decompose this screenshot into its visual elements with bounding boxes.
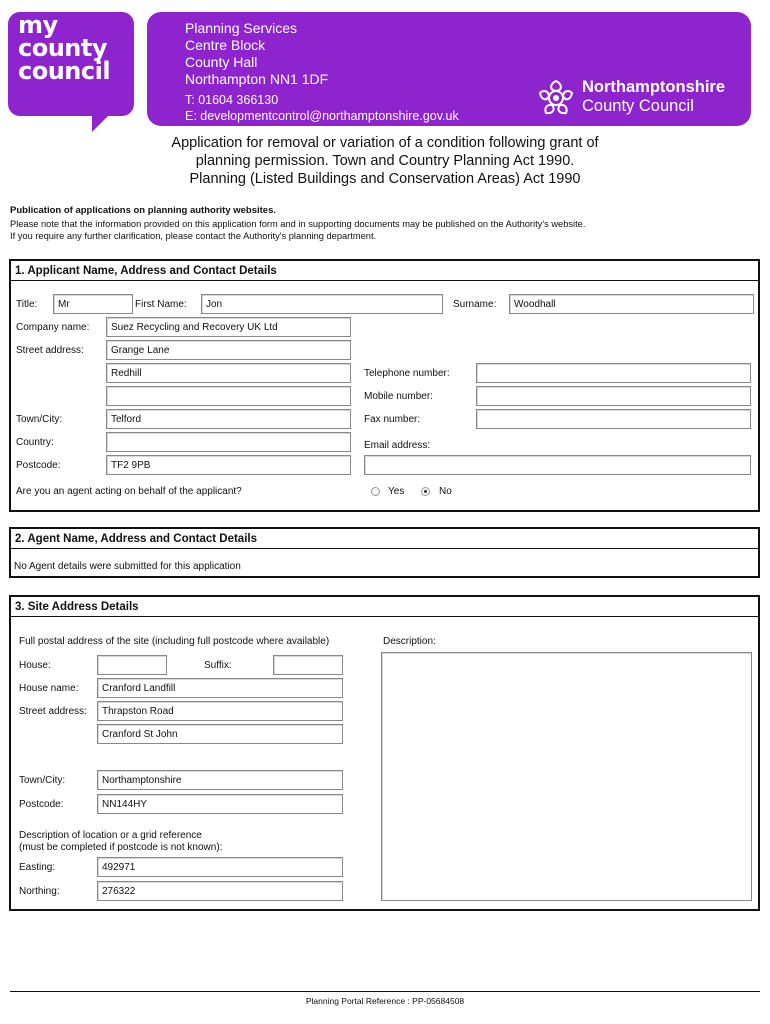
title-line: Application for removal or variation of a condition following grant of	[171, 135, 599, 151]
street-field-3[interactable]	[106, 386, 351, 406]
site-town-label: Town/City:	[19, 775, 66, 786]
publication-notice	[10, 218, 760, 242]
site-street-field-2[interactable]: Cranford St John	[97, 724, 343, 744]
description-label: Description:	[383, 636, 436, 647]
telephone-field[interactable]	[476, 363, 751, 383]
footer-divider	[10, 991, 760, 992]
agent-yes-radio[interactable]	[371, 487, 380, 496]
description-field[interactable]	[381, 652, 752, 901]
site-address-section	[9, 595, 760, 911]
title-line: planning permission. Town and Country Planning Act 1990.	[195, 153, 575, 169]
publication-heading: Publication of applications on planning authority websites.	[10, 205, 277, 216]
document-title	[100, 134, 670, 188]
address-line: Planning Services	[185, 20, 298, 36]
organisation-name	[582, 78, 725, 116]
first-name-label: First Name:	[135, 299, 187, 310]
northing-label: Northing:	[19, 886, 60, 897]
agent-yes-label: Yes	[388, 486, 405, 497]
rose-emblem-icon	[536, 78, 576, 118]
company-field[interactable]: Suez Recycling and Recovery UK Ltd	[106, 317, 351, 337]
telephone-label: Telephone number:	[364, 368, 450, 379]
street-field-2[interactable]: Redhill	[106, 363, 351, 383]
house-label: House:	[19, 660, 51, 671]
location-description-line1: Description of location or a grid reference	[19, 830, 202, 841]
town-field[interactable]: Telford	[106, 409, 351, 429]
suffix-field[interactable]	[273, 655, 343, 675]
title-label: Title:	[16, 299, 38, 310]
country-label: Country:	[16, 437, 54, 448]
section-divider	[11, 616, 758, 617]
site-postcode-field[interactable]: NN144HY	[97, 794, 343, 814]
agent-section	[9, 527, 760, 578]
surname-field[interactable]: Woodhall	[509, 294, 754, 314]
office-contact	[185, 92, 459, 124]
site-street-field-1[interactable]: Thrapston Road	[97, 701, 343, 721]
email-field[interactable]	[364, 455, 751, 475]
address-line: Centre Block	[185, 37, 266, 53]
section-divider	[11, 280, 758, 281]
logo-line: my	[18, 11, 58, 39]
site-street-label: Street address:	[19, 706, 87, 717]
logo-text	[18, 11, 111, 85]
street-field-1[interactable]: Grange Lane	[106, 340, 351, 360]
office-email: E: developmentcontrol@northamptonshire.gov.uk	[185, 109, 459, 123]
surname-label: Surname:	[453, 299, 497, 310]
agent-question: Are you an agent acting on behalf of the applicant?	[16, 486, 242, 497]
company-label: Company name:	[16, 322, 90, 333]
agent-note: No Agent details were submitted for this application	[14, 561, 241, 572]
house-name-label: House name:	[19, 683, 79, 694]
planning-portal-reference: Planning Portal Reference : PP-05684508	[305, 996, 465, 1006]
office-address	[185, 20, 328, 88]
fax-label: Fax number:	[364, 414, 421, 425]
section-title: 1. Applicant Name, Address and Contact Details	[15, 265, 277, 277]
easting-label: Easting:	[19, 862, 56, 873]
location-description-line2: (must be completed if postcode is not known):	[19, 842, 223, 853]
house-name-field[interactable]: Cranford Landfill	[97, 678, 343, 698]
postcode-field[interactable]: TF2 9PB	[106, 455, 351, 475]
logo-speech-tail	[92, 110, 114, 132]
applicant-section	[9, 259, 760, 512]
postcode-label: Postcode:	[16, 460, 61, 471]
town-label: Town/City:	[16, 414, 63, 425]
notice-line: If you require any further clarification, please contact the Authority's planning department.	[10, 231, 377, 241]
title-line: Planning (Listed Buildings and Conservation Areas) Act 1990	[189, 171, 581, 187]
first-name-field[interactable]: Jon	[201, 294, 443, 314]
country-field[interactable]	[106, 432, 351, 452]
agent-no-label: No	[439, 486, 452, 497]
site-town-field[interactable]: Northamptonshire	[97, 770, 343, 790]
agent-no-radio[interactable]	[421, 487, 430, 496]
site-postcode-label: Postcode:	[19, 799, 64, 810]
org-name-line: County Council	[582, 97, 694, 115]
section-divider	[11, 548, 758, 549]
mobile-label: Mobile number:	[364, 391, 433, 402]
house-field[interactable]	[97, 655, 167, 675]
org-name-line: Northamptonshire	[582, 78, 726, 96]
office-telephone: T: 01604 366130	[185, 93, 279, 107]
easting-field[interactable]: 492971	[97, 857, 343, 877]
logo-line: council	[18, 57, 111, 85]
notice-line: Please note that the information provided on this application form and in supporting documents may be published on the Authority's website.	[10, 219, 586, 229]
title-field[interactable]: Mr	[53, 294, 133, 314]
section-title: 3. Site Address Details	[15, 601, 139, 613]
address-line: County Hall	[185, 54, 258, 70]
logo-line: county	[18, 34, 108, 62]
email-label: Email address:	[364, 440, 431, 451]
northing-field[interactable]: 276322	[97, 881, 343, 901]
mobile-field[interactable]	[476, 386, 751, 406]
section-title: 2. Agent Name, Address and Contact Details	[15, 533, 257, 545]
site-address-intro: Full postal address of the site (including full postcode where available)	[19, 636, 330, 647]
address-line: Northampton NN1 1DF	[185, 71, 329, 87]
fax-field[interactable]	[476, 409, 751, 429]
street-label: Street address:	[16, 345, 84, 356]
suffix-label: Suffix:	[204, 660, 232, 671]
